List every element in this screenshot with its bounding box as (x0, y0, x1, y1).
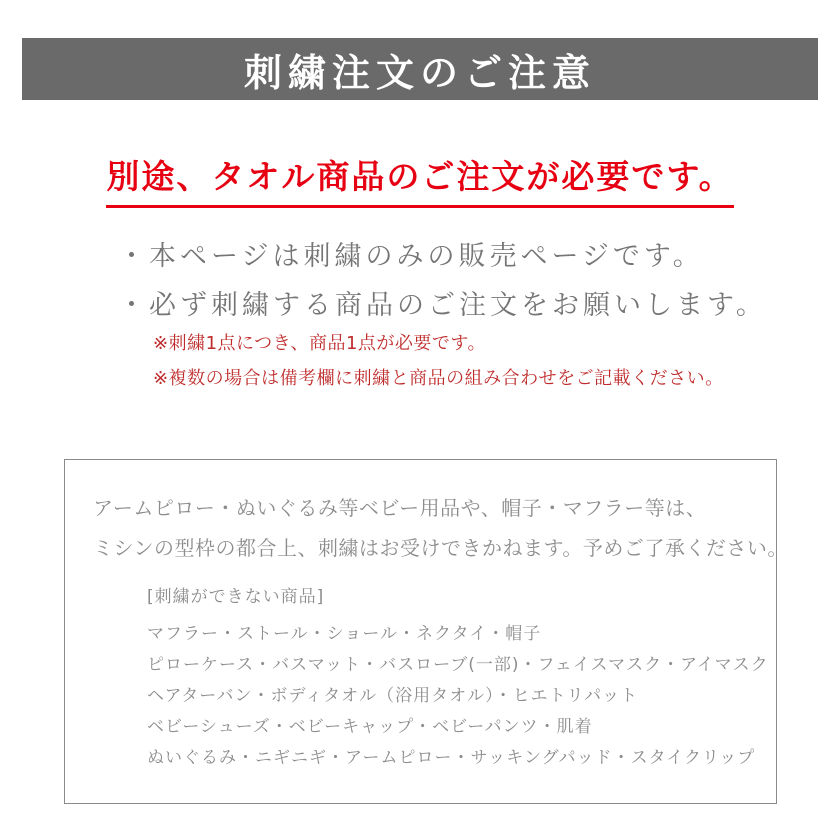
caution-box (64, 459, 788, 804)
list-item: マフラー・ストール・ショール・ネクタイ・帽子 (147, 624, 542, 644)
list-item: ピローケース・バスマット・バスローブ(一部)・フェイスマスク・アイマスク (147, 655, 769, 675)
bullet-item: ・必ず刺繍する商品のご注文をお願いします。 (118, 290, 767, 321)
non-embroiderable-list (147, 582, 769, 774)
note-item: ※複数の場合は備考欄に刺繍と商品の組み合わせをご記載ください。 (153, 368, 724, 389)
list-item: ヘアターバン・ボディタオル（浴用タオル）・ヒエトリパット (147, 686, 639, 706)
page-title: 刺繍注文のご注意 (243, 50, 596, 95)
caution-paragraph-line: ミシンの型枠の都合上、刺繍はお受けできかねます。予めご了承ください。 (93, 536, 788, 560)
non-embroiderable-list-title: [刺繍ができない商品] (147, 587, 325, 607)
headline-text: 別途、タオル商品のご注文が必要です。 (106, 151, 733, 208)
caution-paragraph (93, 488, 788, 568)
note-item: ※刺繍1点につき、商品1点が必要です。 (153, 333, 486, 354)
header-banner (22, 38, 818, 100)
bullet-list (118, 232, 767, 330)
list-item: ぬいぐるみ・ニギニギ・アームピロー・サッキングパッド・スタイクリップ (147, 748, 756, 768)
note-list (153, 326, 724, 396)
bullet-item: ・本ページは刺繍のみの販売ページです。 (118, 241, 704, 272)
headline (0, 151, 840, 208)
caution-paragraph-line: アームピロー・ぬいぐるみ等ベビー用品や、帽子・マフラー等は、 (93, 496, 707, 520)
list-item: ベビーシューズ・ベビーキャップ・ベビーパンツ・肌着 (147, 717, 593, 737)
non-embroiderable-items (147, 619, 769, 774)
